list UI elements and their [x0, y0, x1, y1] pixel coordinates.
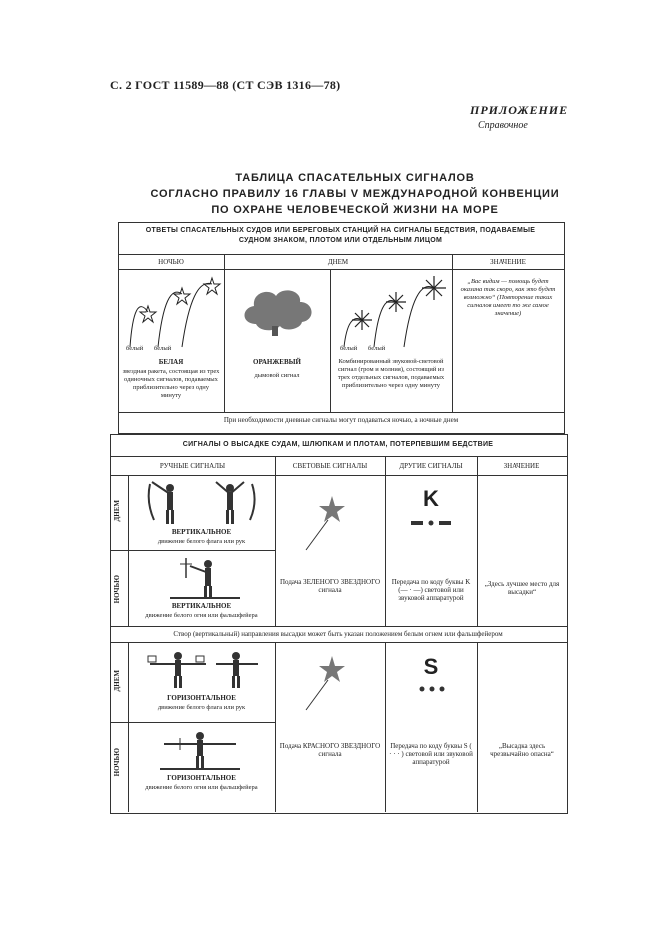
divider — [385, 456, 386, 626]
divider — [330, 269, 331, 412]
divider — [118, 254, 564, 255]
horizontal-light-signal-figure — [160, 728, 240, 770]
vert-night-text: движение белого огня или фальшфейера — [145, 612, 258, 619]
section2-heading: СИГНАЛЫ О ВЫСАДКЕ СУДАМ, ШЛЮПКАМ И ПЛОТАМ, ПОТЕРПЕВШИМ БЕДСТВИЕ — [182, 441, 494, 448]
vert-day-title: ВЕРТИКАЛЬНОЕ — [171, 528, 232, 536]
title-line-2: СОГЛАСНО ПРАВИЛУ 16 ГЛАВЫ V МЕЖДУНАРОДНОЙ КОНВЕНЦИИ — [150, 188, 560, 200]
section1-heading-2: СУДНОМ ЗНАКОМ, ПЛОТОМ ИЛИ ОТДЕЛЬНЫМ ЛИЦОМ — [238, 237, 443, 244]
divider — [275, 456, 276, 626]
k-meaning: „Здесь лучшее место для высадки“ — [484, 580, 560, 596]
vertical-light-signal-figure — [170, 556, 240, 600]
vertical-flag-signal-figure — [140, 480, 265, 526]
white-star-rockets-illustration — [120, 272, 222, 352]
col-meaning-header-2: ЗНАЧЕНИЕ — [503, 462, 540, 470]
appendix-title: ПРИЛОЖЕНИЕ — [470, 103, 569, 117]
divider — [110, 550, 276, 551]
section1-heading-1: ОТВЕТЫ СПАСАТЕЛЬНЫХ СУДОВ ИЛИ БЕРЕГОВЫХ СТАНЦИЙ НА СИГНАЛЫ БЕДСТВИЯ, ПОДАВАЕМЫЕ — [145, 227, 536, 234]
s-meaning: „Высадка здесь чрезвычайно опасна“ — [490, 742, 554, 758]
divider — [224, 254, 225, 412]
label-white-3: белый — [340, 345, 358, 352]
smoke-cloud-illustration — [236, 282, 320, 342]
red-star-signal-illustration — [300, 652, 360, 712]
appendix-subtitle: Справочное — [478, 120, 528, 131]
col-day-header: ДНЕМ — [327, 258, 349, 266]
morse-k-text: Передача по коду буквы K (— · —) световой или звуковой аппаратурой — [391, 578, 471, 602]
morse-s-text: Передача по коду буквы S ( · · · ) световой или звуковой аппаратурой — [389, 742, 473, 766]
divider — [452, 254, 453, 412]
day1-signal-title: ОРАНЖЕВЫЙ — [253, 358, 301, 366]
row-label-night-2: НОЧЬЮ — [113, 748, 121, 777]
divider — [110, 722, 276, 723]
morse-letter-k: K — [423, 486, 439, 511]
sound-light-bursts-illustration — [334, 272, 450, 352]
vert-night-title: ВЕРТИКАЛЬНОЕ — [171, 602, 232, 610]
divider — [477, 642, 478, 812]
title-line-1: ТАБЛИЦА СПАСАТЕЛЬНЫХ СИГНАЛОВ — [235, 172, 475, 184]
divider — [110, 626, 567, 627]
col-light-header: СВЕТОВЫЕ СИГНАЛЫ — [292, 462, 368, 470]
green-star-signal-illustration — [300, 492, 360, 552]
hor-day-text: движение белого флага или рук — [157, 704, 246, 711]
col-meaning-header: ЗНАЧЕНИЕ — [490, 258, 526, 266]
divider — [110, 475, 567, 476]
divider — [275, 642, 276, 812]
morse-letter-s: S — [423, 654, 439, 679]
col-night-header: НОЧЬЮ — [158, 258, 184, 266]
section1-meaning: „Вас видим — помощь будет оказана так скоро, как это будет возможно“ (Повторение таких сигналов имеет то же самое значение) — [460, 278, 556, 317]
red-star-text: Подача КРАСНОГО ЗВЕЗДНОГО сигнала — [279, 742, 381, 758]
divider — [118, 412, 564, 413]
page-reference: С. 2 ГОСТ 11589—88 (СТ СЭВ 1316—78) — [110, 78, 341, 92]
hor-day-title: ГОРИЗОНТАЛЬНОЕ — [167, 694, 236, 702]
morse-code-s-icon — [419, 686, 445, 692]
section1-footnote: При необходимости дневные сигналы могут подаваться ночью, а ночные днем — [223, 416, 459, 424]
vert-day-text: движение белого флага или рук — [157, 538, 246, 545]
divider — [118, 269, 564, 270]
label-white-4: белый — [368, 345, 386, 352]
col-other-header: ДРУГИЕ СИГНАЛЫ — [399, 462, 463, 470]
green-star-text: Подача ЗЕЛЕНОГО ЗВЕЗДНОГО сигнала — [279, 578, 381, 594]
label-white-2: белый — [154, 345, 172, 352]
horizontal-flag-signal-figure — [140, 648, 265, 690]
title-line-3: ПО ОХРАНЕ ЧЕЛОВЕЧЕСКОЙ ЖИЗНИ НА МОРЕ — [211, 204, 499, 216]
night-signal-text: звездная ракета, состоящая из трех одиночных сигналов, подаваемых приблизительно через одну минуту — [122, 368, 220, 399]
label-white-1: белый — [126, 345, 144, 352]
divider — [110, 456, 567, 457]
hor-night-title: ГОРИЗОНТАЛЬНОЕ — [167, 774, 236, 782]
hor-night-text: движение белого огня или фальшфейера — [145, 784, 258, 791]
divider — [477, 456, 478, 626]
col-manual-header: РУЧНЫЕ СИГНАЛЫ — [159, 462, 226, 470]
row-label-night-1: НОЧЬЮ — [113, 575, 121, 604]
day2-signal-text: Комбинированный звуковой-световой сигнал (гром и молния), состоящий из трех отдельных сигналов, подаваемых приблизительно через одну минуту — [337, 358, 445, 389]
row-label-day-1: ДНЕМ — [113, 500, 121, 522]
row-label-day-2: ДНЕМ — [113, 670, 121, 692]
day1-signal-text: дымовой сигнал — [254, 372, 300, 379]
divider — [110, 642, 567, 643]
mid-note: Створ (вертикальный) направления высадки может быть указан положением белым огнем или фальшфейером — [173, 630, 503, 638]
morse-code-k-icon — [411, 520, 451, 526]
night-signal-title: БЕЛАЯ — [158, 358, 184, 366]
